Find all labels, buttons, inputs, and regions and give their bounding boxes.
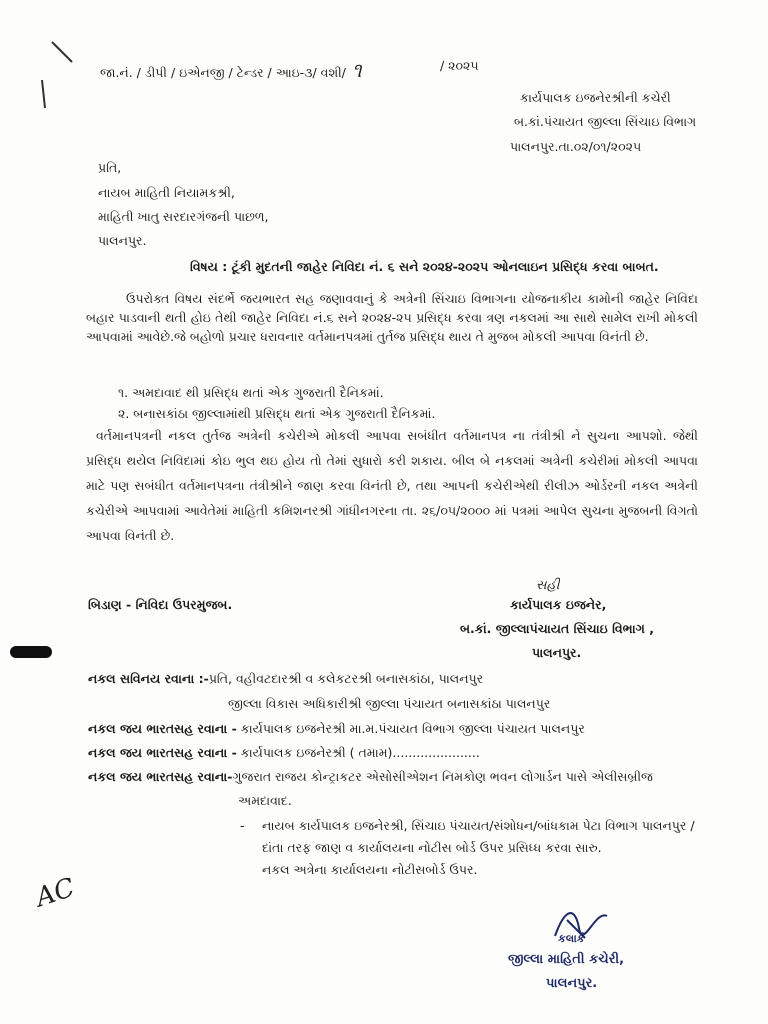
note-line-2: દાંતા તરફ જાણ વ કાર્યાલયના નોટીસ બોર્ડ ઉપર પ્રસિધ્ધ કરવા સારુ. [262, 840, 602, 855]
subject-line: વિષય : ટૂંકી મુદતની જાહેર નિવિદા નં. ૬ સને ૨૦૨૪-૨૦૨૫ ઓનલાઇન પ્રસિદ્ધ કરવા બાબત. [190, 259, 659, 274]
copy-label: નકલ જય ભારતસહ રવાના- [88, 769, 233, 784]
copy-line-5 [88, 769, 653, 785]
copy-recipient: કાર્યપાલક ઇજનેરશ્રી ( તમામ)...................... [240, 745, 480, 760]
margin-handwritten-note: AC [32, 872, 79, 914]
reference-handwritten-number: ૧ [351, 58, 362, 82]
copy-line-4 [88, 745, 480, 761]
punch-hole [10, 646, 52, 658]
addressee-line3: પાલનપુર. [98, 233, 147, 248]
reference-prefix: જા.નં. / ડીપી / ઇએનજી / ટેન્ડર / આઇ-૩/ વશી/ [100, 65, 346, 80]
copy-line-6 [238, 793, 292, 809]
note-line-1: નાયબ કાર્યપાલક ઇજનેરશ્રી, સિંચાઇ પંચાયત/સંશોધન/બાંધકામ પેટા વિભાગ પાલનપુર / [262, 818, 695, 833]
enclosure-line: બિડાણ - નિવિદા ઉપરમુજબ. [88, 597, 233, 612]
reference-year: / ૨૦૨૫ [440, 58, 479, 73]
copy-recipient: પ્રતિ, વહીવટદારશ્રી વ કલેકટરશ્રી બનાસકાંઠા, પાલનપુર [208, 671, 484, 686]
list-item-2: ૨. બનાસકાંઠા જીલ્લામાંથી પ્રસિદ્ધ થતાં એક ગુજરાતી દૈનિકમાં. [118, 406, 436, 421]
copy-recipient: કાર્યપાલક ઇજનેરશ્રી મા.મ.પંચાયત વિભાગ જીલ્લા પંચાયત પાલનપુર [240, 721, 585, 736]
stamp-place-line: પાલનપુર. [546, 976, 598, 991]
scan-mark-left [42, 80, 45, 108]
stamp-clerk-label: કલાર્ક [558, 932, 585, 945]
to-label: પ્રતિ, [98, 160, 122, 175]
body-paragraph-2: વર્તમાનપત્રની નકલ તુર્તજ અત્રેની કચેરીએ મોકલી આપવા સબંધીત વર્તમાનપત્ર ના તંત્રીશ્રી ને સુચના આપશો. જેથી પ્રસિદ્ધ થયેલ નિવિદામાં કોઇ ભુલ થઇ હોય તો તેમાં સુધારો કરી શકાય. બીલ બે નકલમાં અત્રેની કચેરીમાં મોકલી આપવા માટે પણ સબંધીત વર્તમાનપત્રના તંત્રીશ્રીને જાણ કરવા વિનંતી છે, તથા આપની કચેરીએથી રીલીઝ ઓર્ડરની નકલ અત્રેની કચેરીએ આપવામાં આવેતેમાં માહિતી કમિશનરશ્રી ગાંધીનગરના તા. ૨૬/૦૫/૨૦૦૦ માં પત્રમાં આપેલ સુચના મુજબની વિગતો આપવા વિનંતી છે. [86, 428, 698, 543]
addressee-line2: માહિતી ખાતુ સરદારગંજની પાછળ, [98, 209, 269, 224]
signatory-title: કાર્યપાલક ઇજનેર, [510, 597, 607, 612]
note-dash: - [240, 818, 245, 833]
copy-label: નકલ સવિનય રવાના :- [88, 671, 209, 686]
office-name: કાર્યપાલક ઇજનેરશ્રીની કચેરી [520, 90, 671, 105]
note-line-3: નકલ અત્રેના કાર્યાલયના નોટીસબોર્ડ ઉપર. [262, 862, 478, 877]
copy-line-2 [228, 696, 550, 712]
office-department: બ.કાં.પંચાયત જીલ્લા સિંચાઇ વિભાગ [514, 114, 697, 129]
stamp-office-line: જીલ્લા માહિતી કચેરી, [508, 952, 625, 967]
copy-recipient: ગુજરાત રાજય કોન્ટ્રાકટર એસોસીએશન નિમકોણ ભવન લોગાર્ડન પાસે એલીસબ્રીજ [232, 769, 653, 784]
signatory-department: બ.કાં. જીલ્લાપંચાયત સિંચાઇ વિભાગ , [460, 621, 654, 636]
body-paragraph-1: ઉપરોક્ત વિષય સંદર્ભે જયભારત સહ જણાવવાનું કે અત્રેની સિંચાઇ વિભાગના યોજનાકીય કામોની જાહેર નિવિદા બહાર પાડવાની થતી હોઇ તેથી જાહેર નિવિદા નં.૬ સને ૨૦૨૪-૨૫ પ્રસિદ્ધ કરવા ત્રણ નકલમાં આ સાથે સામેલ રાખી મોકલી આપવામાં આવેછે.જે બહોળો પ્રચાર ધરાવનાર વર્તમાનપત્રમાં તુર્તજ પ્રસિદ્ધ થાય તે મુજબ મોકલી આપવા વિનંતી છે. [86, 291, 698, 344]
copy-line-1 [88, 671, 483, 687]
copy-label: નકલ જય ભારતસહ રવાના - [88, 721, 237, 736]
copy-recipient: અમદાવાદ. [238, 793, 292, 808]
list-item-1: ૧. અમદાવાદ થી પ્રસિદ્ધ થતાં એક ગુજરાતી દૈનિકમાં. [118, 385, 384, 400]
reference-number [100, 58, 370, 82]
signature-mark: સહી [536, 578, 560, 593]
letter-date: પાલનપુર.તા.૦૨/૦૧/૨૦૨૫ [510, 139, 642, 154]
scan-mark-top [52, 42, 72, 62]
copy-label: નકલ જય ભારતસહ રવાના - [88, 745, 237, 760]
copy-line-3 [88, 721, 585, 737]
copy-recipient: જીલ્લા વિકાસ અધિકારીશ્રી જીલ્લા પંચાયત બનાસકાંઠા પાલનપુર [228, 696, 551, 711]
signatory-place: પાલનપુર. [532, 645, 582, 660]
addressee-line1: નાયબ માહિતી નિયામકશ્રી, [98, 185, 235, 200]
